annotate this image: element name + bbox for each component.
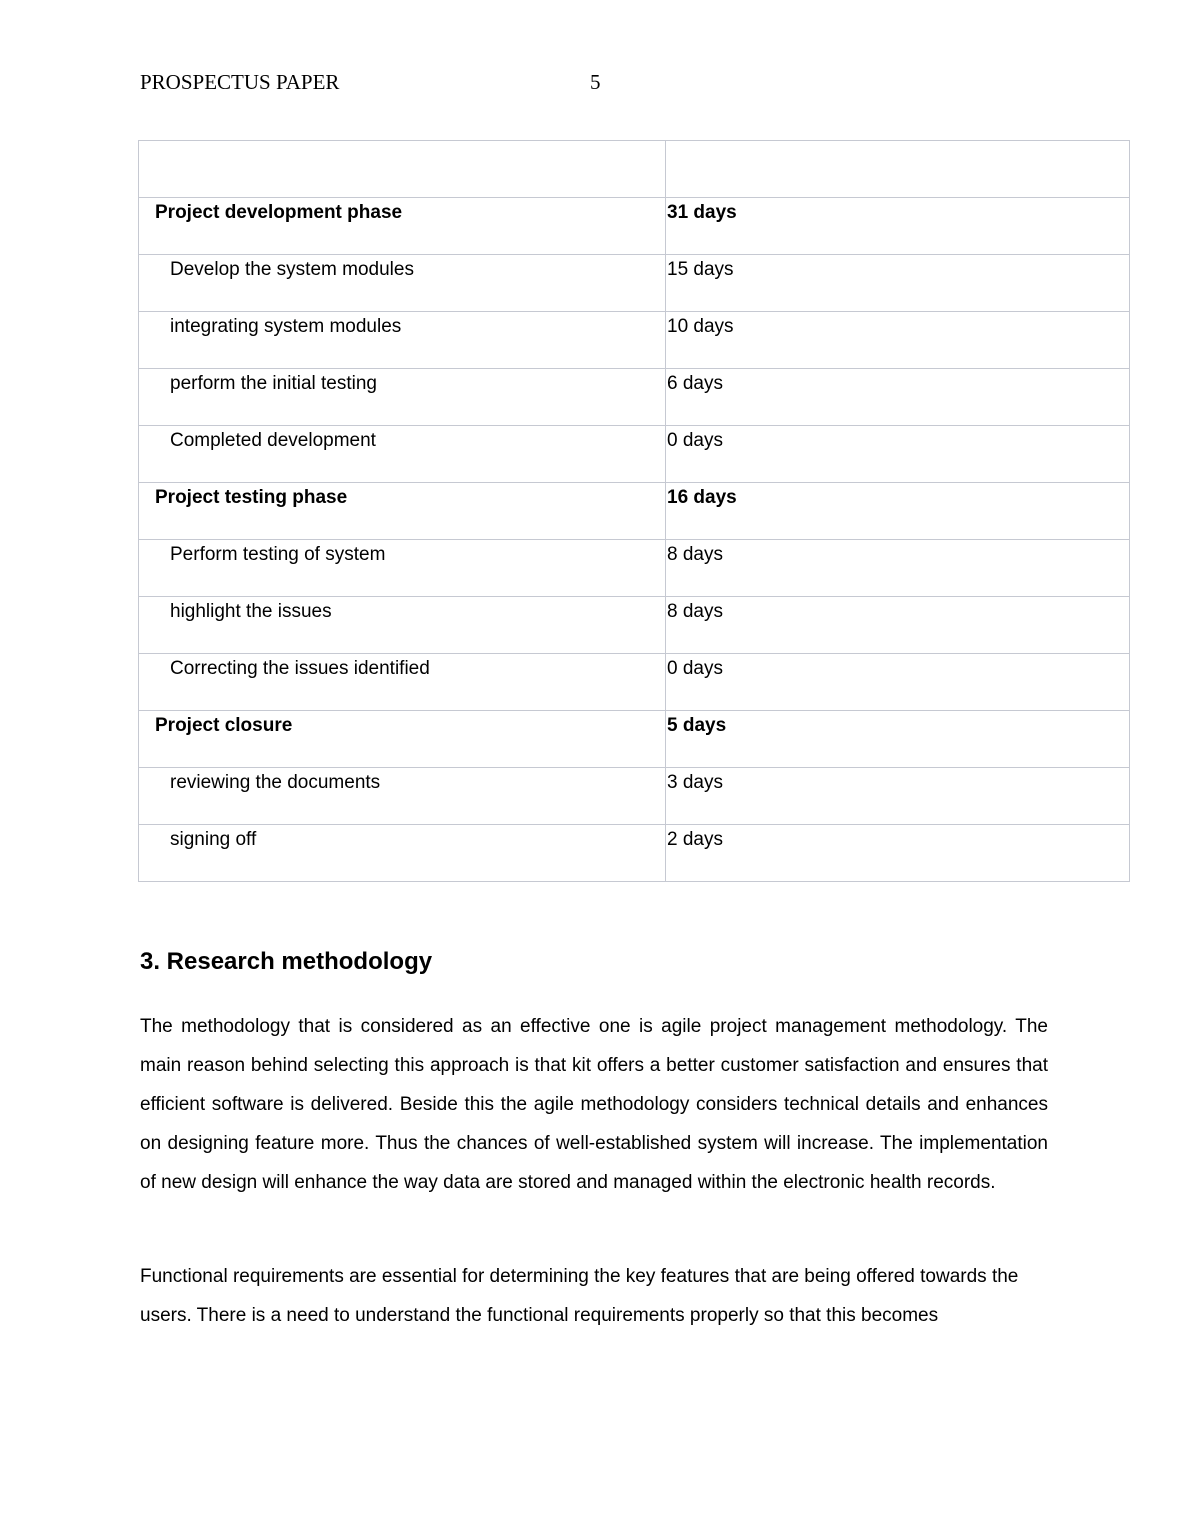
duration-cell: 3 days — [666, 768, 1130, 825]
phase-row — [139, 198, 1130, 255]
task-name-cell: Project development phase — [139, 198, 666, 255]
duration-cell: 6 days — [666, 369, 1130, 426]
table-row — [139, 255, 1130, 312]
task-name-cell: integrating system modules — [139, 312, 666, 369]
duration-cell: 8 days — [666, 597, 1130, 654]
duration-cell — [666, 141, 1130, 198]
paragraph: The methodology that is considered as an effective one is agile project management methodology. The main reason behind selecting this approach is that kit offers a better customer satisfaction and ensures that efficient software is delivered. Beside this the agile methodology considers technical details and enhances on designing feature more. Thus the chances of well-established system will increase. The implementation of new design will enhance the way data are stored and managed within the electronic health records. — [140, 1016, 1048, 1193]
phase-row — [139, 483, 1130, 540]
task-name-cell: perform the initial testing — [139, 369, 666, 426]
running-head: PROSPECTUS PAPER — [140, 70, 340, 94]
table-row — [139, 540, 1130, 597]
table-row — [139, 654, 1130, 711]
task-name-cell: highlight the issues — [139, 597, 666, 654]
task-name-cell: Completed development — [139, 426, 666, 483]
table-row — [139, 426, 1130, 483]
duration-cell: 0 days — [666, 654, 1130, 711]
table-row — [139, 825, 1130, 882]
duration-cell: 16 days — [666, 483, 1130, 540]
task-name-cell: Perform testing of system — [139, 540, 666, 597]
duration-cell: 15 days — [666, 255, 1130, 312]
phase-row — [139, 711, 1130, 768]
duration-cell: 8 days — [666, 540, 1130, 597]
duration-cell: 2 days — [666, 825, 1130, 882]
section-heading: 3. Research methodology — [140, 948, 433, 975]
task-name-cell — [139, 141, 666, 198]
page-header — [140, 70, 610, 98]
duration-cell: 0 days — [666, 426, 1130, 483]
paragraph: Functional requirements are essential for determining the key features that are being offered towards the users. There is a need to understand the functional requirements properly so that this becomes — [140, 1266, 1019, 1326]
task-name-cell: reviewing the documents — [139, 768, 666, 825]
duration-cell: 5 days — [666, 711, 1130, 768]
table-row — [139, 312, 1130, 369]
task-name-cell: signing off — [139, 825, 666, 882]
task-name-cell: Project closure — [139, 711, 666, 768]
task-name-cell: Correcting the issues identified — [139, 654, 666, 711]
duration-cell: 10 days — [666, 312, 1130, 369]
table-row — [139, 768, 1130, 825]
duration-cell: 31 days — [666, 198, 1130, 255]
page-number: 5 — [590, 70, 601, 94]
table-row — [139, 141, 1130, 198]
table-row — [139, 597, 1130, 654]
schedule-table — [138, 140, 1130, 882]
task-name-cell: Develop the system modules — [139, 255, 666, 312]
task-name-cell: Project testing phase — [139, 483, 666, 540]
table-row — [139, 369, 1130, 426]
